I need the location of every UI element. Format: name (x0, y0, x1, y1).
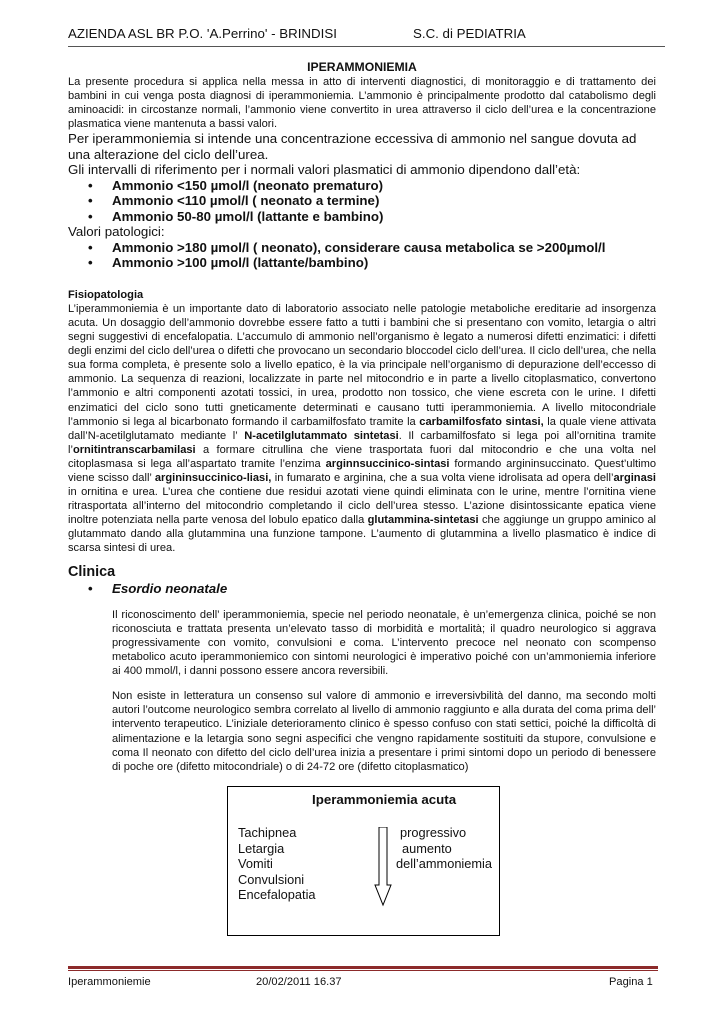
symptom-item: Vomiti (238, 856, 273, 871)
definition-paragraph: Per iperammoniemia si intende una concentrazione eccessiva di ammonio nel sangue dovuta ad una alterazione del ciclo dell’urea. (68, 131, 637, 162)
clinica-paragraph-1: Il riconoscimento dell’ iperammoniemia, specie nel periodo neonatale, è un’emergenza clinica, poiché se non riconosciuta e trattata presenta un’elevato tasso di morbidità e mortalità; il quadro neurologico si aggrava progressivamente con vomito, convulsioni e coma. L’intervento precoce nel neonato con scompenso metabolico acuto iperammoniemico con sintomi neurologici è imperativo poiché con un’ammoniemia inferiore ai 400 mmol/l, i danni possono essere ancora reversibili. (112, 608, 656, 678)
document-body (68, 60, 656, 785)
list-item: • Ammonio 50-80 µmol/l (lattante e bambino) (68, 209, 656, 225)
acute-hyperammonemia-figure (227, 786, 500, 936)
list-item: • Ammonio >100 µmol/l (lattante/bambino) (68, 255, 656, 271)
clinica-paragraph-2: Non esiste in letteratura un consenso sul valore di ammonio e irreversivbilità del danno, ma secondo molti autori l’outcome neurologico sembra correlato al livello di ammonio raggiunto e alla durata del coma prima dell’ intervento terapeutico. L’iniziale deterioramento clinico è spesso confuso con stati settici, poiché la difficoltà di alimentazione e la letargia sono segni aspecifici che vengno rapidamente sostituiti da stupore, convulsione e coma Il neonato con difetto del ciclo dell’urea inizia a presentare i primi sintomi dopo un periodo di benessere di poche ore (difetto mitocondriale) o di 24-72 ore (difetto citoplasmatico) (112, 690, 656, 773)
figure-right-line: dell’ammoniemia (396, 856, 493, 871)
pathologic-values-list (68, 240, 656, 271)
footer-doc-name: Iperammoniemie (68, 976, 151, 988)
header-institution: AZIENDA ASL BR P.O. 'A.Perrino' - BRINDISI (68, 26, 337, 41)
header-department: S.C. di PEDIATRIA (413, 26, 526, 41)
down-arrow-icon (374, 827, 392, 907)
ranges-intro: Gli intervalli di riferimento per i normali valori plasmatici di ammonio dipendono dall’età: (68, 162, 581, 178)
footer-divider (68, 966, 658, 969)
fisiopatologia-paragraph: L’iperammoniemia è un importante dato di laboratorio associato nelle patologie metaboliche ereditarie ad insorgenza acuta. Un dosaggio dell’ammonio dovrebbe essere fatto a tutti i bambini che si presentano con vomito, letargia o altri segni suggestivi di encefalopatia. L’accumulo di ammonio nell’organismo è legato a numerosi difetti enzimatici: i difetti degli enzimi del ciclo dell’urea o difetti che provocano un secondario bloccodel ciclo dell’urea. Il ciclo dell’urea, che nella sua forma completa, è presente solo a livello epatico, è la via principale nell’organismo di depurazione dell’eccesso di ammonio. La sequenza di reazioni, localizzate in parte nel mitocondrio e in parte a livello citoplasmatico, convertono l’ammonio e altri componenti azotati tossici, in urea, prodotto non tossico, che viene escreta con le urine. I difetti enzimatici del ciclo sono tutti gneticamente determinati e causano tutti iperammoniemia. A livello mitocondriale l’ammonio si lega al bicarbonato formando il carbamilfosfato tramite la carbamilfosfato sintasi, la quale viene attivata dall’N-acetilglutamato mediante l’ N-acetilglutammato sintetasi. Il carbamilfosfato si lega poi all’ornitina tramite l’ornitintranscarbamilasi a formare citrullina che viene trasportata fuori dal mitocondrio e che una volta nel citoplasmasa si lega all’aspartato tramite l’enzima arginnsuccinico-sintasi formando argininsuccinato. Quest’ultimo viene scisso dall’ argininsuccinico-liasi, in fumarato e arginina, che a sua volta viene idrolisata ad opera dell’arginasi in ornitina e urea. L’urea che contiene due residui azotati viene quindi eliminata con le urine, mentre l’ornitina viene ritrasportata all’interno del mitocondrio completando il ciclo dell’urea stesso. L’azione disintossicante epatica viene inoltre potenziata nella parte venosa del lobulo epatico dalla glutammina-sintetasi che aggiunge un gruppo aminico al glutammato dando alla glutammina una funzione tampone. L’aumento di glutammina a livello plasmatico è indice di scarsa sintesi di urea. (68, 302, 656, 555)
figure-right-text (396, 825, 493, 872)
footer-timestamp: 20/02/2011 16.37 (256, 976, 342, 988)
clinica-heading: Clinica (68, 563, 116, 580)
intro-paragraph: La presente procedura si applica nella messa in atto di interventi diagnostici, di monitoraggio e di trattamento dei bambini in cui venga posta diagnosi di iperammoniemia. L’ammonio è principalmente prodotto dal catabolismo degli aminoacidi: in circostanze normali, l’ammonio viene convertito in urea attraverso il ciclo dell’urea e la concentrazione plasmatica viene mantenuta a bassi valori. (68, 76, 656, 131)
figure-right-line: progressivo (400, 825, 467, 840)
footer-divider-thin (68, 970, 658, 971)
figure-right-line: aumento (402, 840, 452, 856)
symptom-item: Letargia (238, 840, 285, 856)
footer-page-number: Pagina 1 (609, 976, 653, 988)
symptom-item: Tachipnea (238, 825, 297, 840)
list-item: • Ammonio <150 µmol/l (neonato prematuro) (68, 178, 656, 194)
symptom-item: Convulsioni (238, 871, 305, 887)
symptom-list (238, 825, 316, 903)
fisiopatologia-heading: Fisiopatologia (68, 288, 144, 301)
list-item: • Ammonio >180 µmol/l ( neonato), considerare causa metabolica se >200µmol/l (68, 240, 656, 256)
symptom-item: Encefalopatia (238, 887, 316, 902)
page-title: IPERAMMONIEMIA (307, 60, 417, 74)
esordio-neonatale-heading: • Esordio neonatale (68, 581, 656, 597)
pathologic-label: Valori patologici: (68, 224, 165, 240)
normal-values-list (68, 178, 656, 225)
figure-title: Iperammoniemia acuta (312, 792, 457, 807)
list-item: • Ammonio <110 µmol/l ( neonato a termine) (68, 193, 656, 209)
page-header (68, 26, 665, 47)
